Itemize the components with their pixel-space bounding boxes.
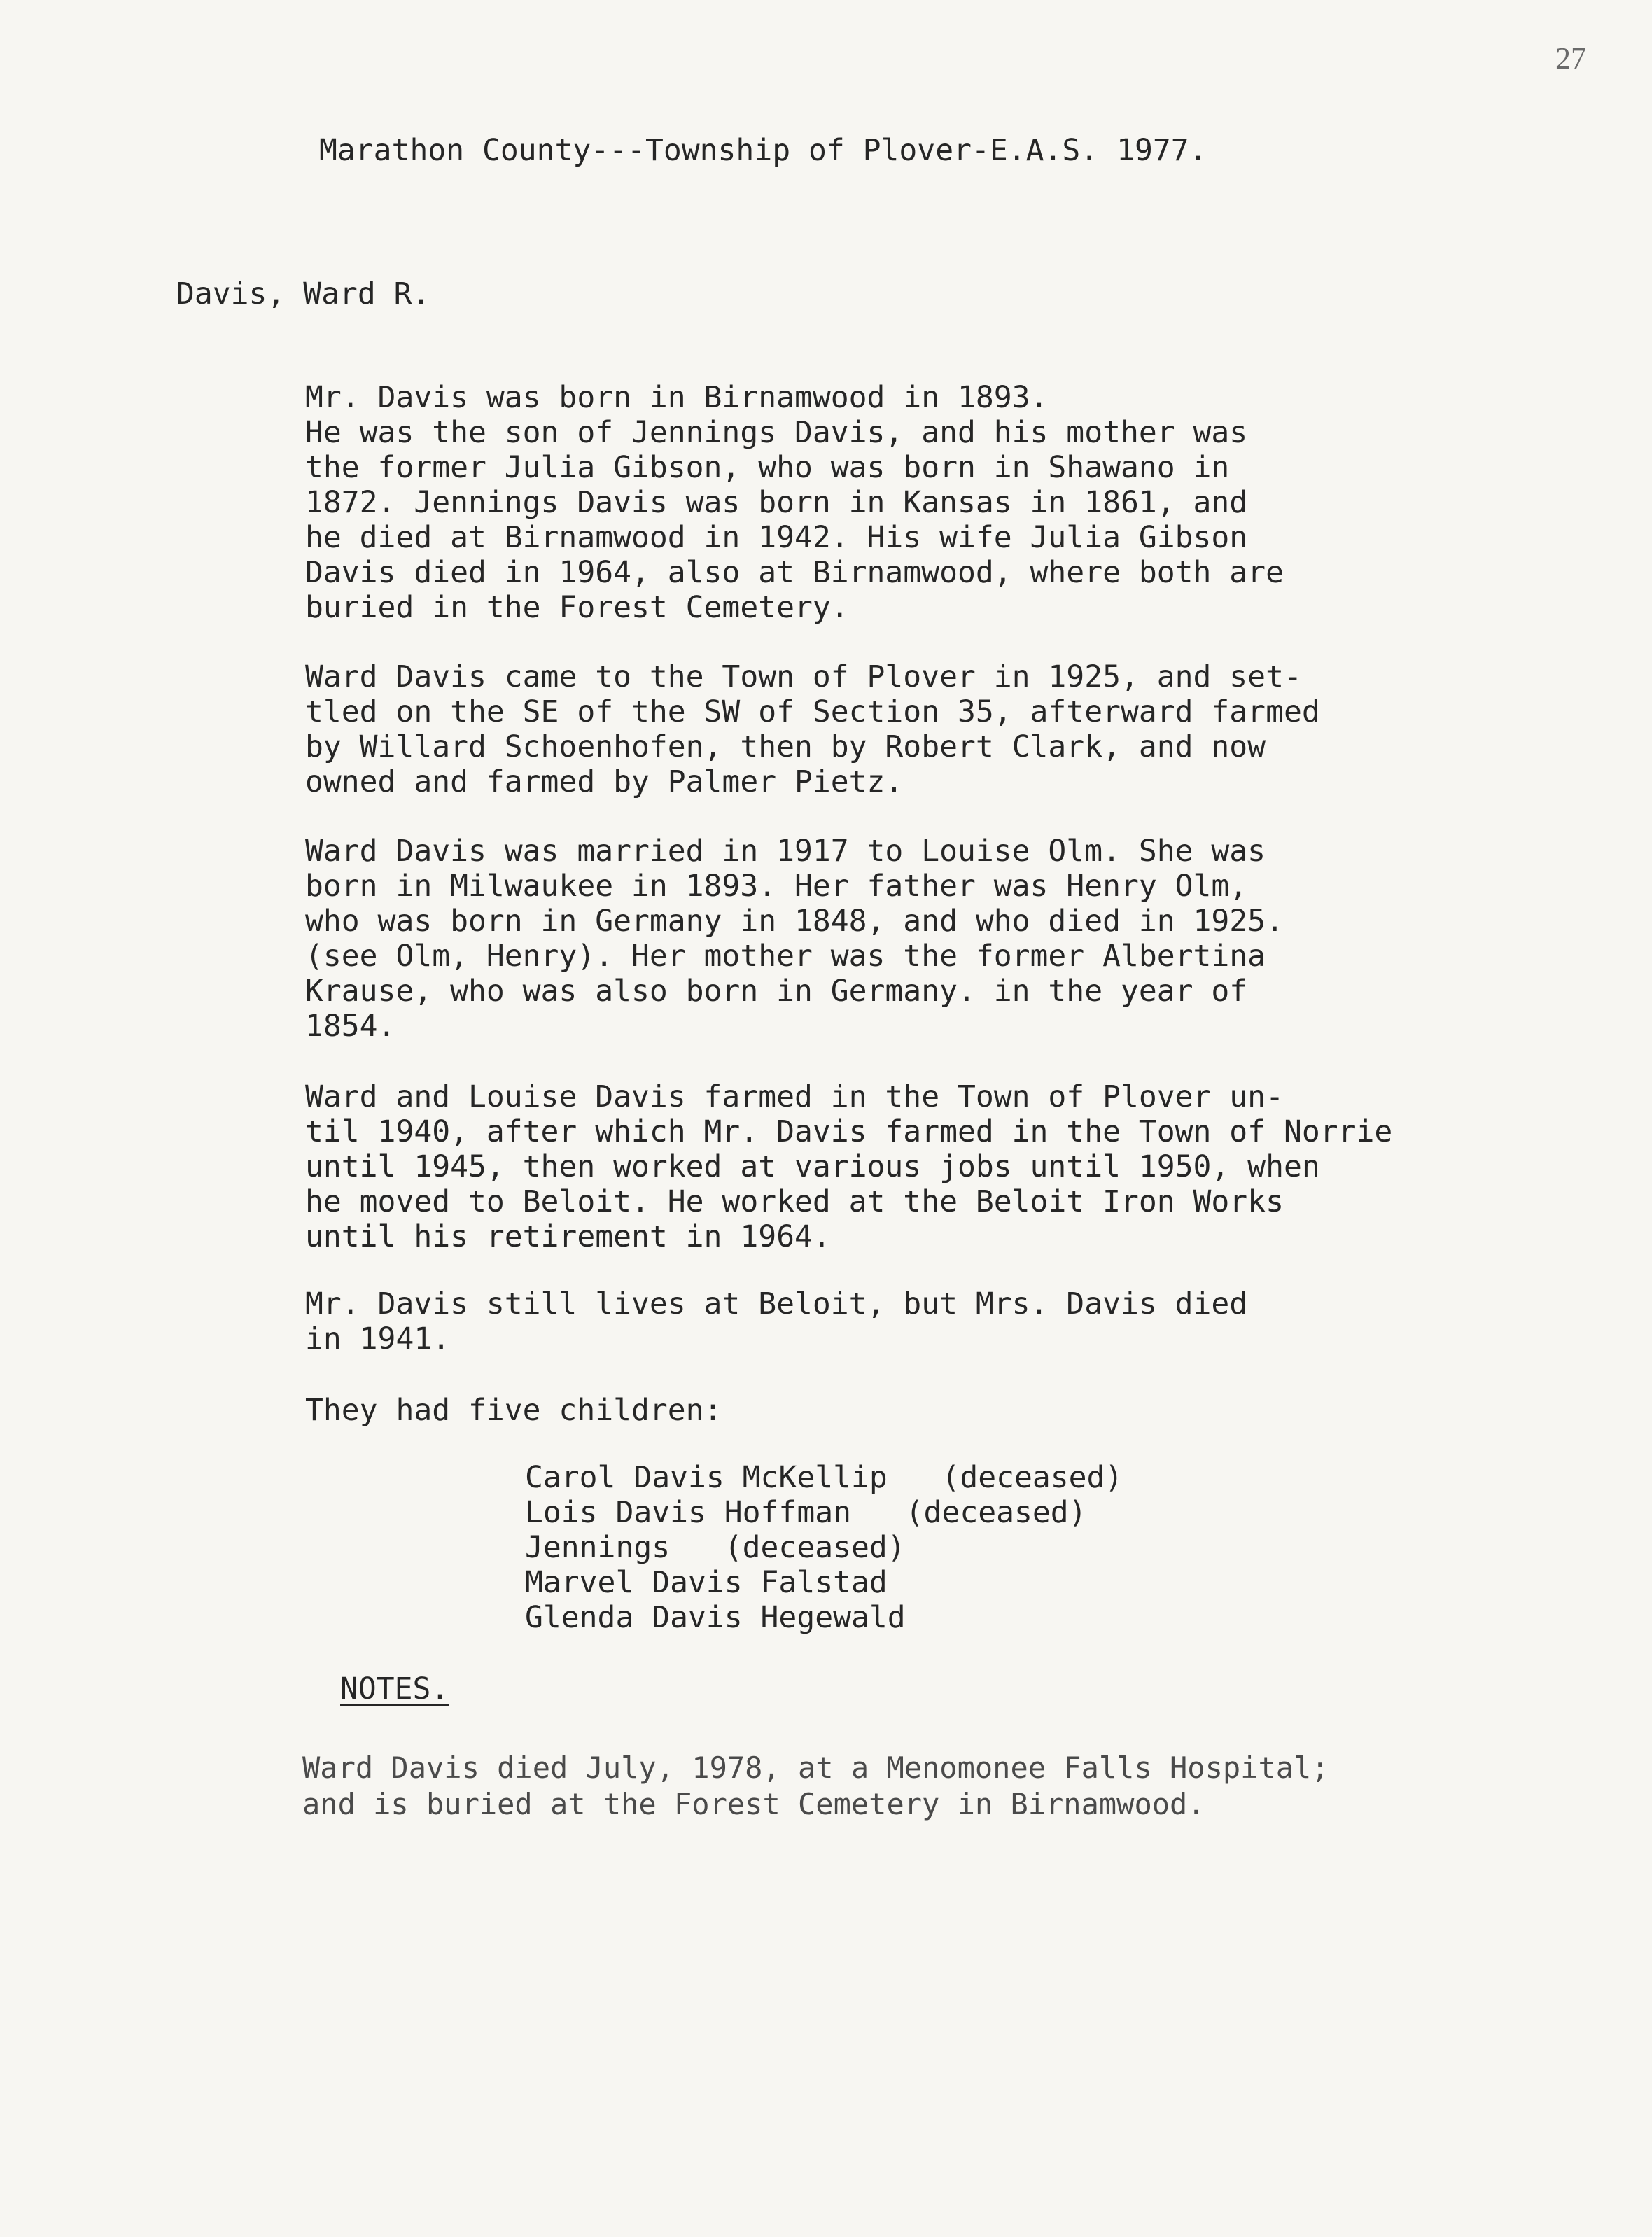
list-item: Glenda Davis Hegewald [525, 1600, 906, 1635]
children-intro: They had five children: [305, 1393, 722, 1428]
list-item: Lois Davis Hoffman (deceased) [525, 1495, 1087, 1530]
notes-text: Ward Davis died July, 1978, at a Menomonee Falls Hospital; and is buried at the Forest Cemetery in Birnamwood. [302, 1751, 1329, 1821]
paragraph-birth: Mr. Davis was born in Birnamwood in 1893. He was the son of Jennings Davis, and his mother was the former Julia Gibson, who was born in Shawano in 1872. Jennings Davis was born in Kansas in 1861, and he died at Birnamwood in 1942. His wife Julia Gibson Davis died in 1964, also at Birnamwood, where both are buried in the Forest Cemetery. [305, 380, 1284, 625]
paragraph-career: Ward and Louise Davis farmed in the Town of Plover un- til 1940, after which Mr. Davis farmed in the Town of Norrie until 1945, then worked at various jobs until 1950, when he moved to Beloit. He worked at the Beloit Iron Works until his retirement in 1964. [305, 1079, 1393, 1254]
document-title: Marathon County---Township of Plover-E.A.S. 1977. [319, 133, 1208, 168]
notes-heading: NOTES. [340, 1671, 449, 1706]
children-list [525, 1460, 1123, 1635]
subject-name: Davis, Ward R. [176, 276, 430, 311]
list-item: Carol Davis McKellip (deceased) [525, 1460, 1124, 1495]
list-item: Marvel Davis Falstad [525, 1565, 888, 1600]
paragraph-settlement: Ward Davis came to the Town of Plover in 1925, and set- tled on the SE of the SW of Section 35, afterward farmed by Willard Schoenhofen, then by Robert Clark, and now owned and farmed by Palmer Pietz. [305, 659, 1320, 799]
paragraph-marriage: Ward Davis was married in 1917 to Louise Olm. She was born in Milwaukee in 1893. Her father was Henry Olm, who was born in Germany in 1848, and who died in 1925. (see Olm, Henry). Her mother was the former Albertina Krause, who was also born in Germany. in the year of 1854. [305, 834, 1284, 1044]
list-item: Jennings (deceased) [525, 1530, 906, 1565]
paragraph-residence: Mr. Davis still lives at Beloit, but Mrs. Davis died in 1941. [305, 1286, 1248, 1356]
page-number: 27 [1555, 41, 1586, 76]
